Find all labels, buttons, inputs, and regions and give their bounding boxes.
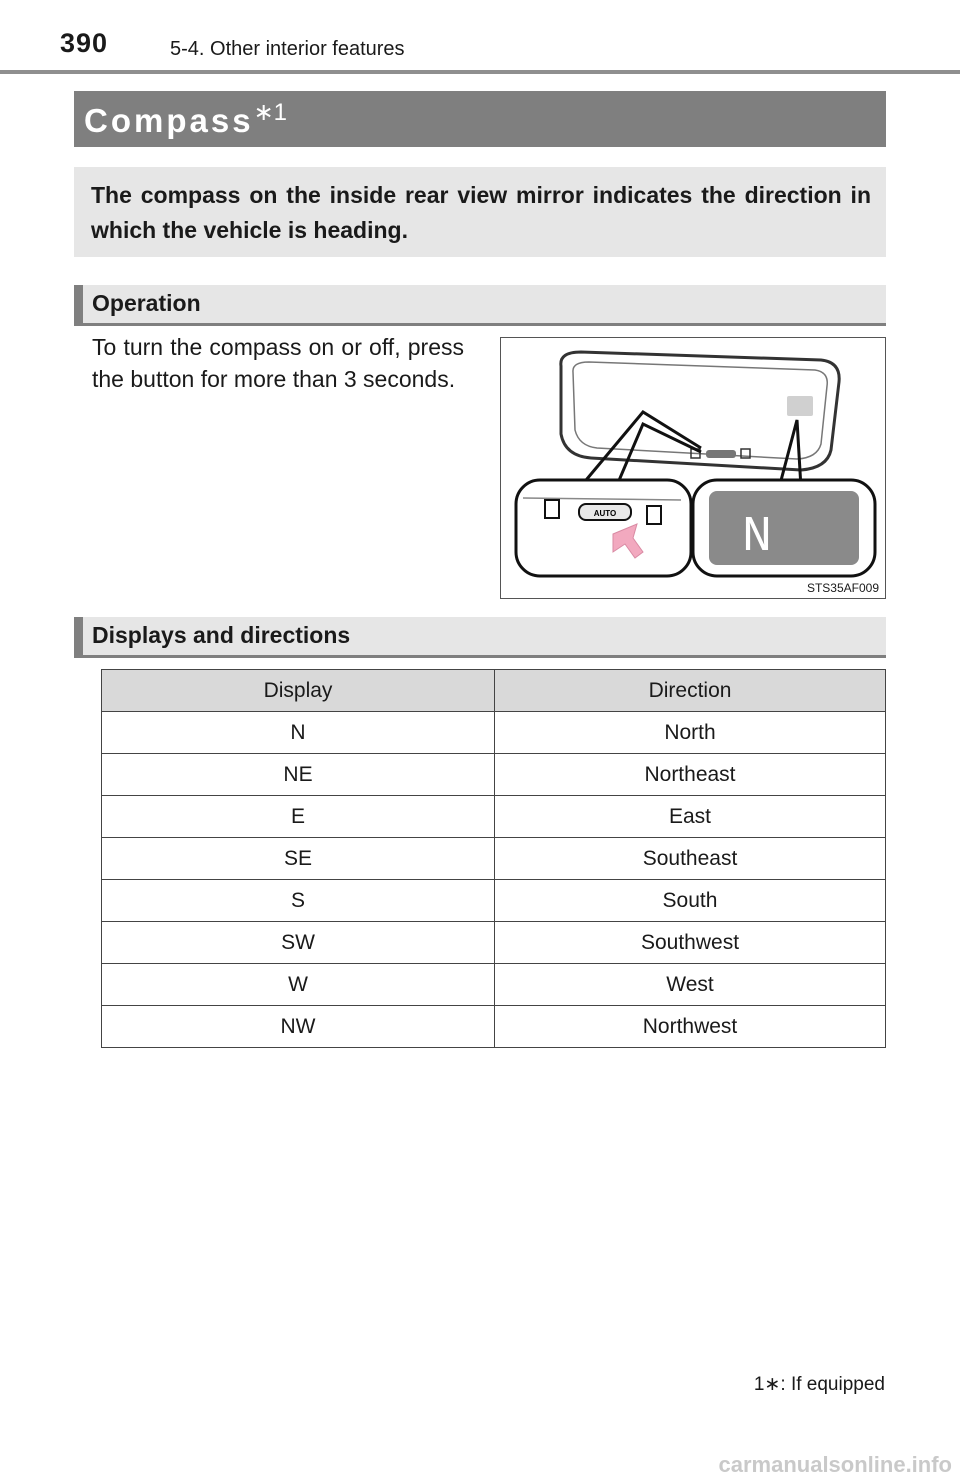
mirror-illustration-svg xyxy=(501,338,885,598)
display-cell: SW xyxy=(102,922,495,964)
table-row xyxy=(102,1006,886,1048)
heading-accent xyxy=(74,617,83,658)
figure-code: STS35AF009 xyxy=(806,581,879,595)
direction-cell: West xyxy=(495,964,886,1006)
page-title-text: Compass xyxy=(84,102,254,139)
title-bar xyxy=(74,91,886,147)
table-row xyxy=(102,754,886,796)
footnote: 1∗: If equipped xyxy=(753,1374,885,1395)
direction-cell: North xyxy=(495,712,886,754)
callout-lines-right xyxy=(779,420,801,488)
zoom-bubble-button xyxy=(516,480,691,576)
table-row xyxy=(102,838,886,880)
watermark-link[interactable]: carmanualsonline.info xyxy=(718,1452,952,1477)
column-header-direction: Direction xyxy=(495,670,886,712)
page-number: 390 xyxy=(60,28,109,58)
mirror-display-window xyxy=(787,396,813,416)
page-title xyxy=(84,98,287,140)
compass-display-char: N xyxy=(741,509,773,566)
display-cell: W xyxy=(102,964,495,1006)
operation-heading: Operation xyxy=(92,290,201,316)
compass-display-panel xyxy=(709,491,859,565)
operation-heading-bar xyxy=(74,285,886,326)
display-cell: NW xyxy=(102,1006,495,1048)
display-cell: S xyxy=(102,880,495,922)
displays-heading-bar xyxy=(74,617,886,658)
title-superscript: ∗1 xyxy=(253,99,288,126)
auto-button-label: AUTO xyxy=(593,509,617,518)
heading-accent xyxy=(74,285,83,326)
direction-cell: Northeast xyxy=(495,754,886,796)
table-row xyxy=(102,964,886,1006)
operation-body: To turn the compass on or off, press the button for more than 3 seconds. xyxy=(92,334,464,392)
direction-cell: South xyxy=(495,880,886,922)
column-header-display: Display xyxy=(102,670,495,712)
direction-cell: Northwest xyxy=(495,1006,886,1048)
table-row xyxy=(102,796,886,838)
displays-heading: Displays and directions xyxy=(92,622,351,648)
display-cell: N xyxy=(102,712,495,754)
table-row xyxy=(102,712,886,754)
lead-box xyxy=(74,167,886,257)
direction-cell: Southeast xyxy=(495,838,886,880)
table-header-row xyxy=(102,670,886,712)
table-row xyxy=(102,880,886,922)
header-rule xyxy=(0,70,960,74)
directions-table xyxy=(101,669,886,1048)
direction-cell: Southwest xyxy=(495,922,886,964)
display-cell: NE xyxy=(102,754,495,796)
direction-cell: East xyxy=(495,796,886,838)
section-reference: 5-4. Other interior features xyxy=(170,38,405,60)
lead-text: The compass on the inside rear view mirror indicates the direction in which the vehicle is heading. xyxy=(91,182,871,243)
mirror-illustration xyxy=(500,337,886,599)
page-header xyxy=(0,0,960,74)
display-cell: E xyxy=(102,796,495,838)
display-cell: SE xyxy=(102,838,495,880)
table-row xyxy=(102,922,886,964)
mirror-auto-button xyxy=(706,450,736,458)
